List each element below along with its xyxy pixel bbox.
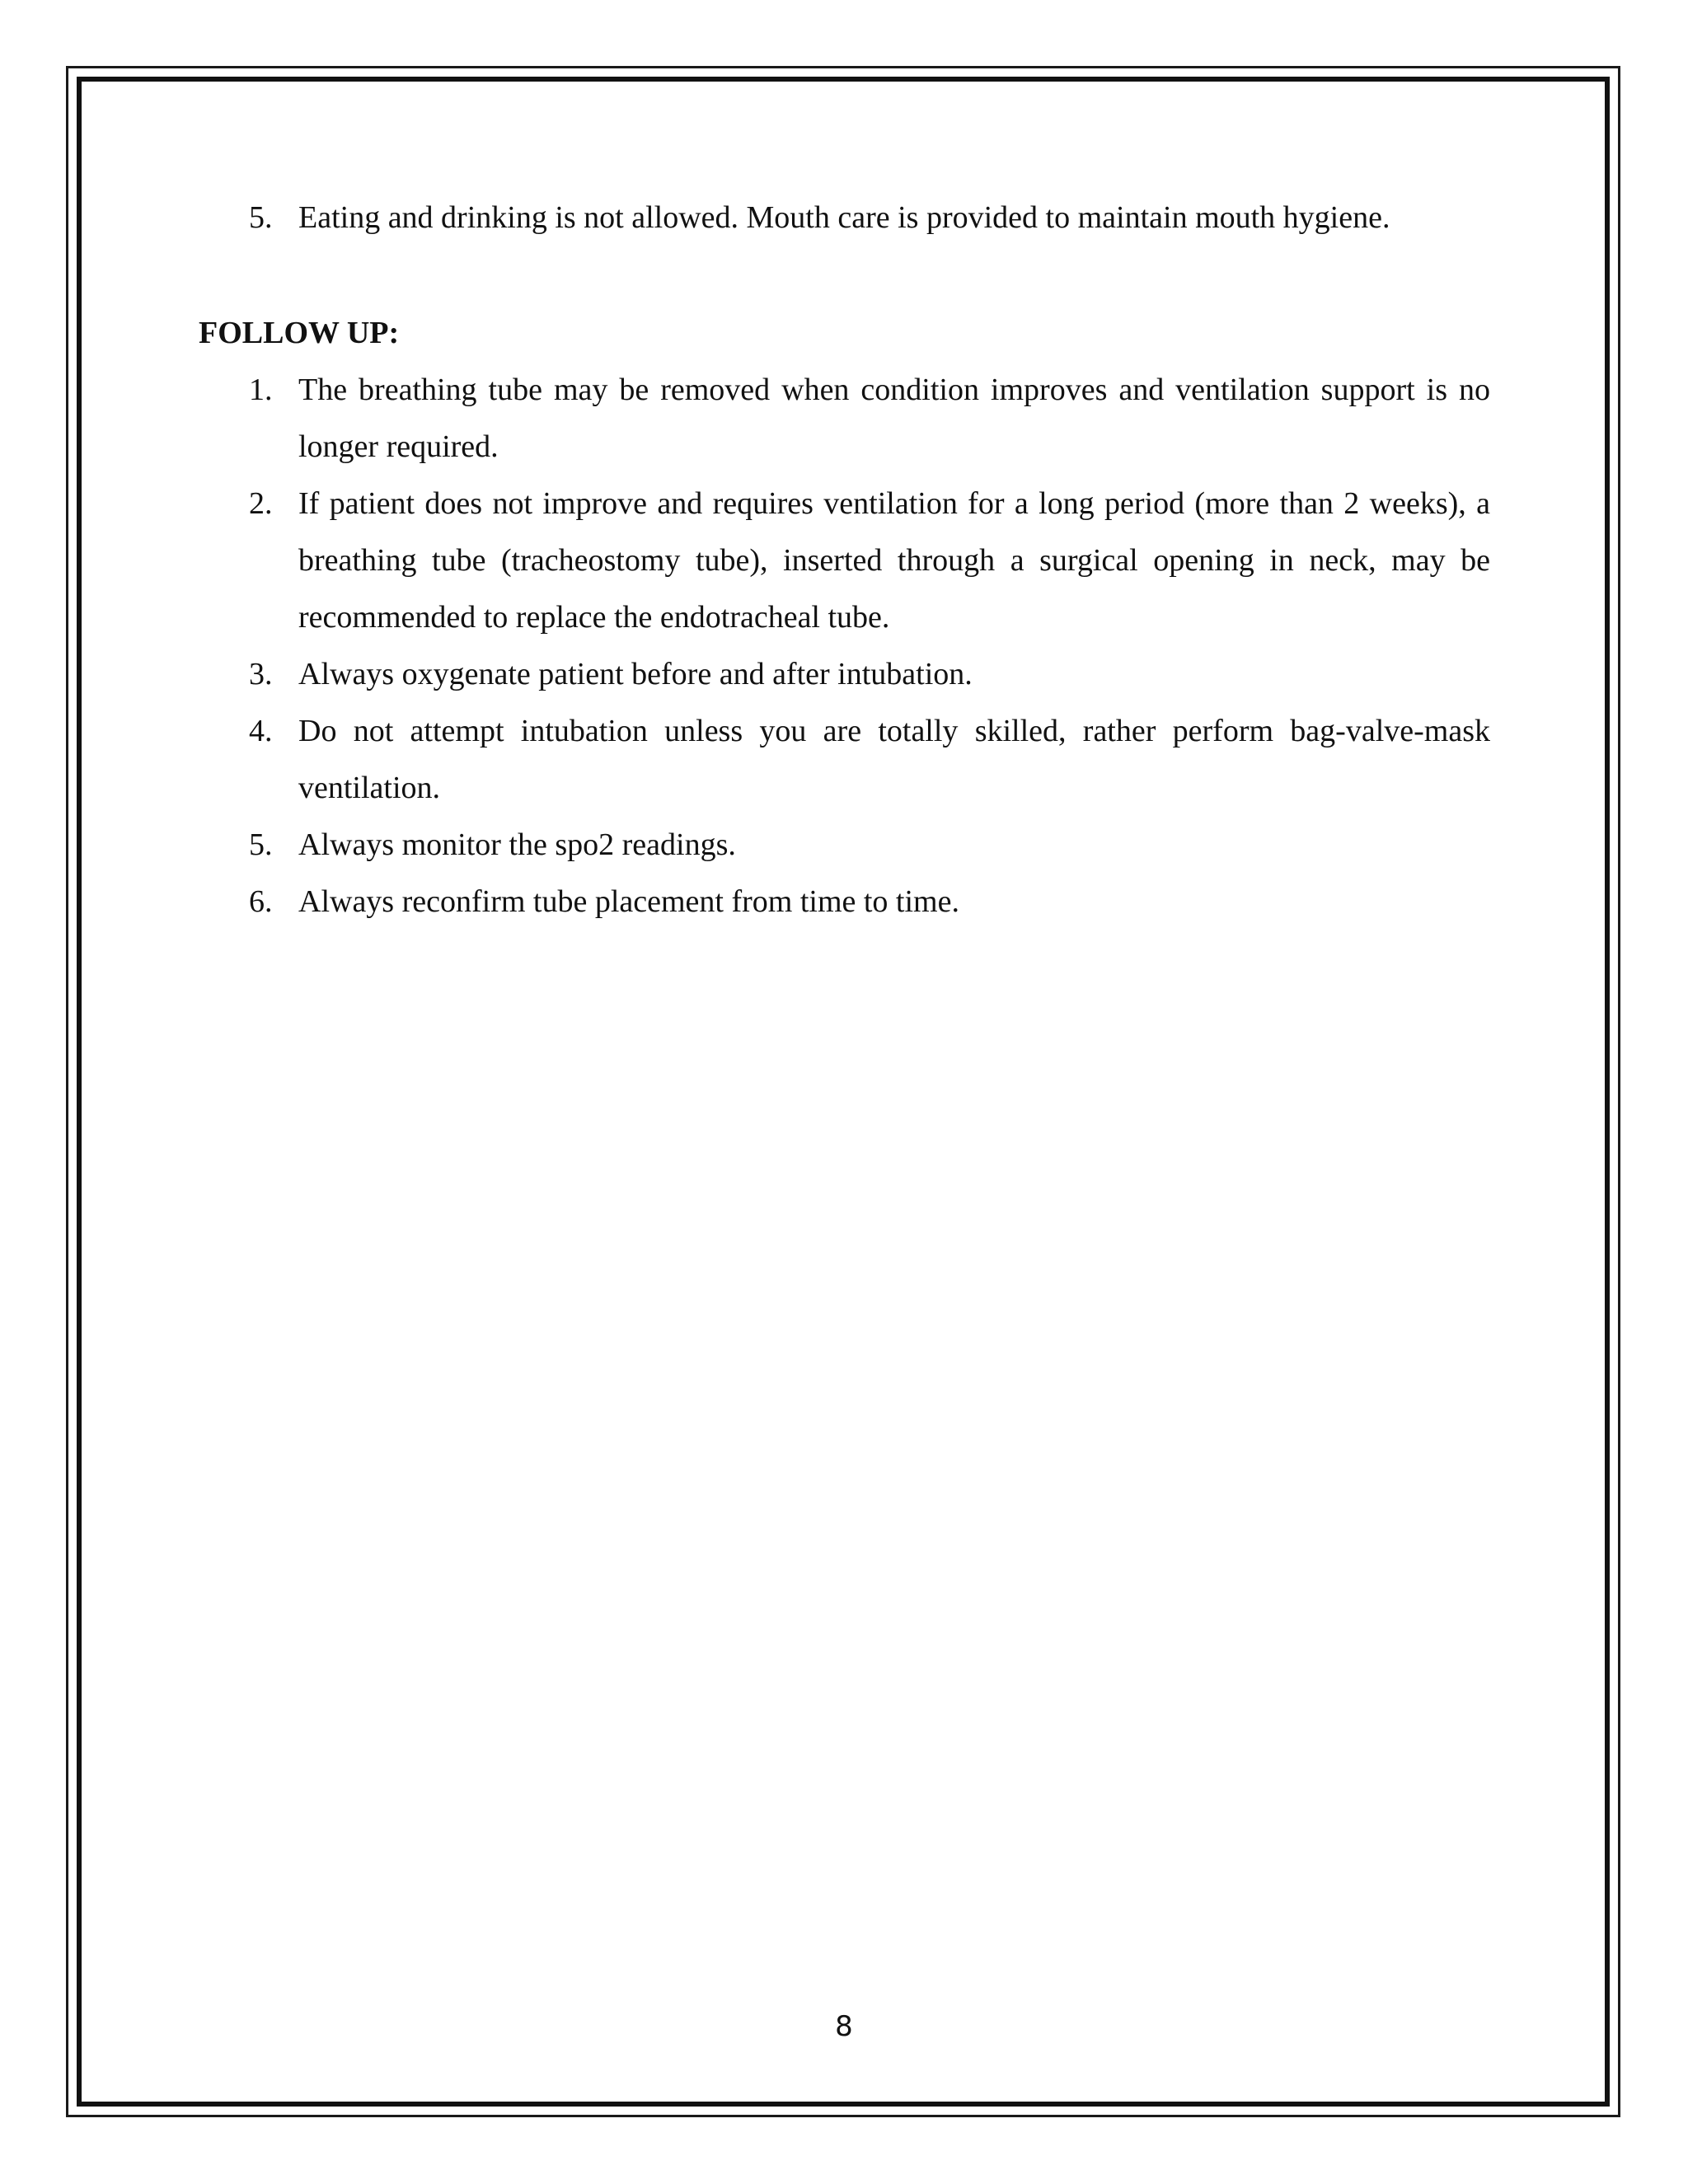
list-item-number: 1. bbox=[249, 373, 273, 407]
list-item bbox=[199, 476, 1490, 646]
list-item-text: Always oxygenate patient before and after intubation. bbox=[298, 657, 973, 691]
list-item bbox=[199, 817, 1490, 874]
list-item-text: Do not attempt intubation unless you are totally skilled, rather perform bag-valve-mask ventilation. bbox=[298, 714, 1490, 805]
list-item bbox=[199, 362, 1490, 476]
page-number: 8 bbox=[835, 2010, 853, 2043]
list-item bbox=[199, 646, 1490, 703]
list-item-text: Always reconfirm tube placement from time to time. bbox=[298, 884, 959, 919]
list-item-text: Always monitor the spo2 readings. bbox=[298, 827, 736, 862]
list-item-number: 2. bbox=[249, 486, 273, 521]
list-item-number: 4. bbox=[249, 714, 273, 748]
list-item-number: 3. bbox=[249, 657, 273, 691]
list-item-number: 5. bbox=[249, 200, 273, 235]
list-item-text: If patient does not improve and requires ventilation for a long period (more than 2 weeks), a breathing tube (tracheostomy tube), inserted through a surgical opening in neck, may be recommended to replace the endotracheal tube. bbox=[298, 486, 1490, 635]
list-item bbox=[199, 190, 1490, 246]
list-item-text: The breathing tube may be removed when condition improves and ventilation support is no longer required. bbox=[298, 373, 1490, 464]
list-item bbox=[199, 703, 1490, 817]
section-heading: FOLLOW UP: bbox=[199, 316, 400, 350]
list-item bbox=[199, 874, 1490, 930]
list-item-number: 6. bbox=[249, 884, 273, 919]
list-item-number: 5. bbox=[249, 827, 273, 862]
list-item-text: Eating and drinking is not allowed. Mouth care is provided to maintain mouth hygiene. bbox=[298, 200, 1390, 235]
